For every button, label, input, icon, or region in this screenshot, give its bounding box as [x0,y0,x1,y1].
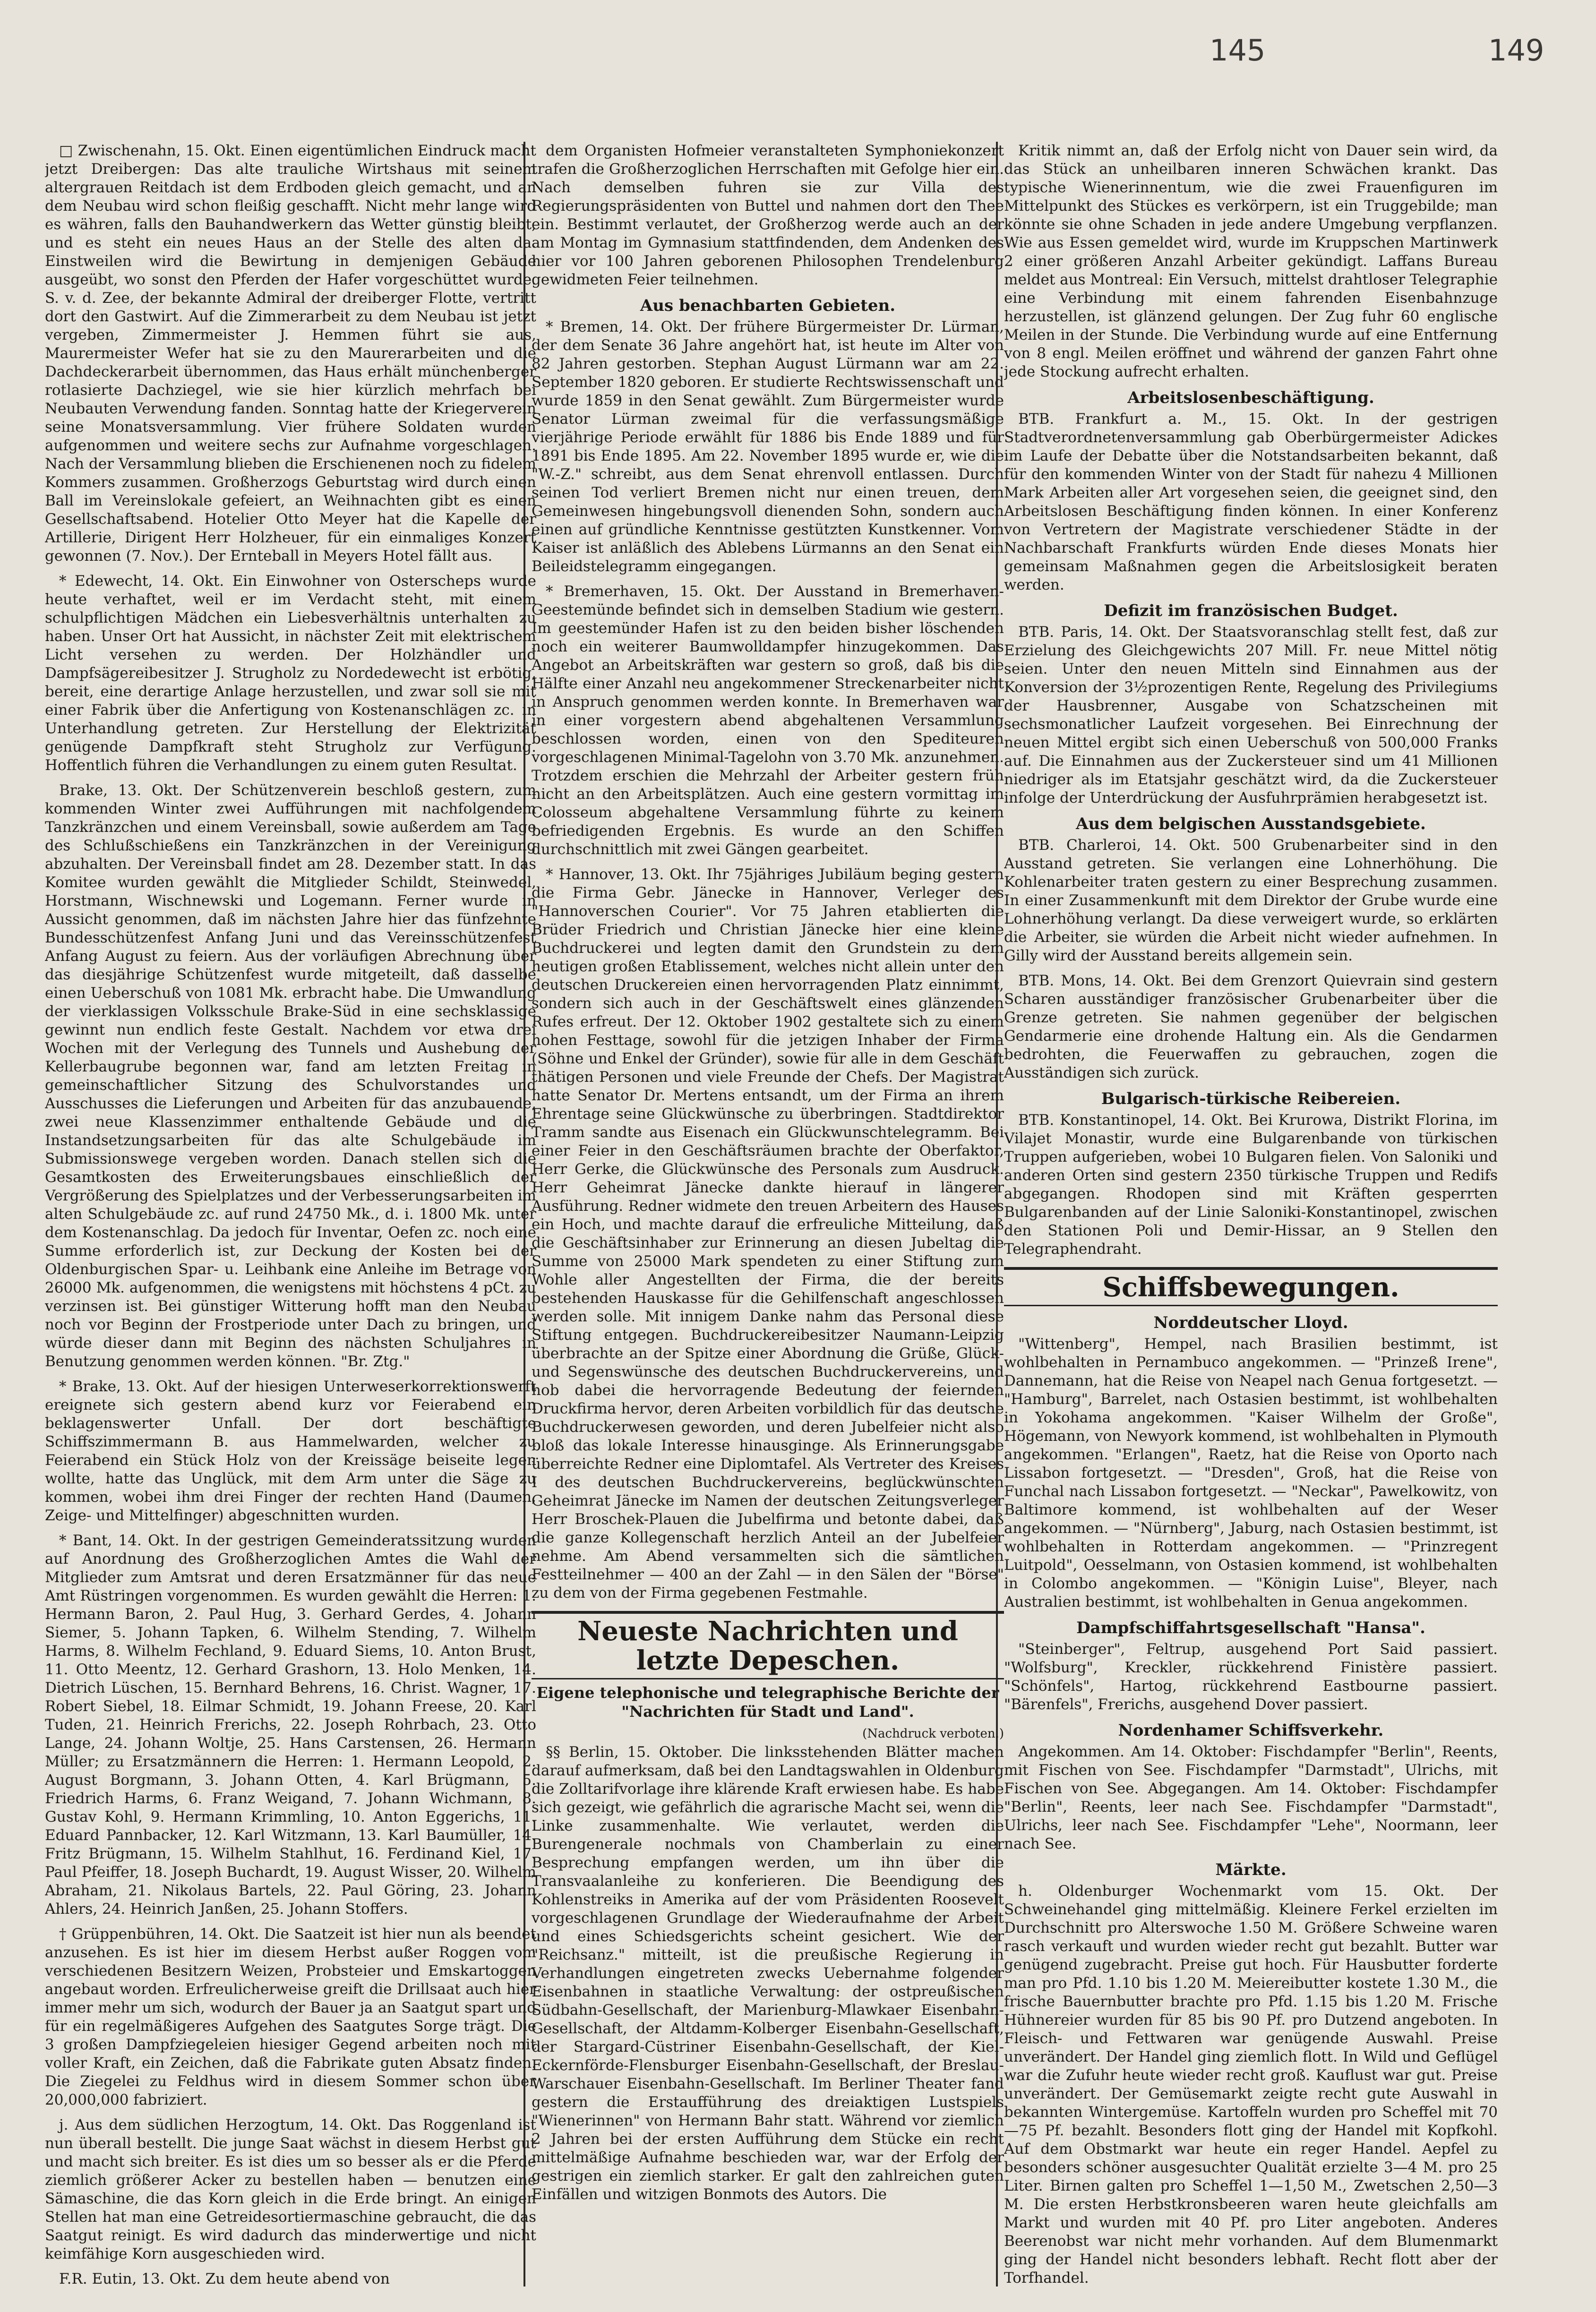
page-number-left: 145 [1210,33,1266,68]
section-title: Schiffsbewegungen. [1004,1267,1498,1306]
article-charleroi: BTB. Charleroi, 14. Okt. 500 Grubenarbeiter sind in den Ausstand getreten. Sie verlangen eine Lohnerhöhung. Die Kohlenarbeiter traten gestern zu einer Besprechung zusammen. In einer Zusammenkunft mit dem Direktor der Grube wurde eine Lohnerhöhung verlangt. Da diese verweigert wurde, so erklärten die Arbeiter, sie würden die Arbeit nicht wieder aufnehmen. In Gilly wird der Ausstand bereits allgemein sein. [1004,837,1498,964]
article [45,142,536,565]
article [45,572,536,775]
article-lloyd: "Wittenberg", Hempel, nach Brasilien bestimmt, ist wohlbehalten in Pernambuco angekommen. — "Prinzeß Irene", Dannemann, hat die Reise von Neapel nach Genua fortgesetzt. — "Hamburg", Barrelet, nach Ostasien bestimmt, ist wohlbehalten in Yokohama angekommen. "Kaiser Wilhelm der Große", Högemann, von Newyork kommend, ist wohlbehalten in Plymouth angekommen. "Erlangen", Raetz, hat die Reise von Oporto nach Lissabon fortgesetzt. — "Dresden", Groß, hat die Reise von Funchal nach Lissabon fortgesetzt. — "Neckar", Pawelkowitz, von Baltimore kommend, ist wohlbehalten auf der Weser angekommen. — "Nürnberg", Jaburg, nach Ostasien bestimmt, ist wohlbehalten in Rotterdam angekommen. — "Prinzregent Luitpold", Oesselmann, von Ostasien kommend, ist wohlbehalten in Colombo angekommen. — "Königin Luise", Bleyer, nach Australien bestimmt, ist wohlbehalten in Genua angekommen. [1004,1336,1498,1610]
section-heading: Märkte. [1215,1860,1287,1879]
article-edewecht: * Edewecht, 14. Okt. Ein Einwohner von Osterscheps wurde heute verhaftet, weil er im Verdacht steht, mit einem schulpflichtigen Mädchen ein Liebesverhältnis unterhalten zu haben. Unser Ort hat Aussicht, in nächster Zeit mit elektrischem Licht versehen zu werden. Der Holzhändler und Dampfsägereibesitzer J. Strugholz zu Nordedewecht ist erbötig, bereit, eine derartige Anlage herzustellen, und zwar soll sie mit einer Fabrik über die Anfertigung von Kostenanschlägen zc. in Unterhandlung getreten. Zur Herstellung der Elektrizität genügende Dampfkraft steht Strugholz zur Verfügung. Hoffentlich führen die Verhandlungen zu einem guten Resultat. [45,573,536,774]
article [45,2270,536,2286]
column-2 [532,142,1004,2286]
page-number-right: 149 [1488,33,1545,68]
article-konstantinopel: BTB. Konstantinopel, 14. Okt. Bei Krurowa, Distrikt Florina, im Vilajet Monastir, wurde eine Bulgarenbande von türkischen Truppen aufgerieben, wobei 10 Bulgaren fielen. Von Saloniki und anderen Orten sind gestern 2350 türkische Truppen und Redifs abgegangen. Rhodopen sind mit Kräften gesperrten Bulgarenbanden auf der Linie Saloniki-Konstantinopel, zwischen den Stationen Poli und Demir-Hissar, an 9 Stellen den Telegraphendraht. [1004,1112,1498,1258]
article-nordenham: Angekommen. Am 14. Oktober: Fischdampfer "Berlin", Reents, mit Fischen von See. Fischdampfer "Darmstadt", Ulrichs, mit Fischen von See. Abgegangen. Am 14. Oktober: Fischdampfer "Berlin", Reents, leer nach See. Fischdampfer "Darmstadt", Ulrichs, leer nach See. Fischdampfer "Lehe", Noormann, leer nach See. [1004,1743,1498,1852]
article-hansa: "Steinberger", Feltrup, ausgehend Port Said passiert. "Wolfsburg", Kreckler, rückkehrend Finistère passiert. "Schönfels", Hartog, rückkehrend Eastbourne passiert. "Bärenfels", Frerichs, ausgehend Dover passiert. [1004,1641,1498,1713]
column-1 [45,142,536,2286]
reprint-note: (Nachdruck verboten.) [862,1727,1004,1741]
article-zwischenahn: □ Zwischenahn, 15. Okt. Einen eigentümlichen Eindruck macht jetzt Dreibergen: Das alte trauliche Wirtshaus mit seinem altergrauen Reitdach ist dem Erdboden gleich gemacht, und an dem Neubau wird schon fleißig geschafft. Nicht mehr lange wird es währen, falls den Bauhandwerkern das Wetter günstig bleibt, und es steht ein neues Haus an der Stelle des alten da. Einstweilen wird die Bewirtung in demjenigen Gebäude ausgeübt, wo sonst den Pferden der Hafer vorgeschüttet wurde. S. v. d. Zee, der bekannte Admiral der dreiberger Flotte, vertritt dort den Gastwirt. Auf die Zimmerarbeit zu dem Neubau ist jetzt vergeben, Zimmermeister J. Hemmen führt sie aus, Maurermeister Wefer hat sie zu den Maurerarbeiten und die Dachdeckerarbeit übernommen, das Haus erhält münchenberger rotlasierte Dachziegel, wie sie hier kürzlich mehrfach bei Neubauten Verwendung fanden. Sonntag hatte der Kriegerverein seine Monatsversammlung. Vier frühere Soldaten wurden aufgenommen und weitere sechs zur Aufnahme vorgeschlagen. Nach der Versammlung blieben die Erschienenen noch zu fidelem Kommers zusammen. Großherzogs Geburtstag wird durch einen Ball im Vereinslokale gefeiert, an Weihnachten gibt es einen Gesellschaftsabend. Hotelier Otto Meyer hat die Kapelle der Artillerie, Dirigent Herr Holzheuer, für ein einmaliges Konzert gewonnen (7. Nov.). Der Ernteball in Meyers Hotel fällt aus. [45,142,536,565]
article [1004,972,1498,1082]
article-eutin: F.R. Eutin, 13. Okt. Zu dem heute abend von [59,2270,390,2286]
section-title: Neueste Nachrichten und letzte Depeschen. [532,1611,1004,1679]
article [532,318,1004,576]
article [1004,142,1498,381]
article [532,865,1004,1602]
article [45,2116,536,2263]
article-gruppenbuehren: † Grüppenbühren, 14. Okt. Die Saatzeit ist hier nun als beendet anzusehen. Es ist hier im diesem Herbst außer Roggen vom verschiedenen Besitzern Weizen, Probsteier und Emskartoggen angebaut worden. Erfreulicherweise greift die Drillsaat auch hier immer mehr um sich, wodurch der Bauer ja an Saatgut spart und für ein regelmäßigeres Aufgehen des Saatgutes Sorge trägt. Die 3 großen Dampfziegeleien hiesiger Gegend arbeiten noch mit voller Kraft, ein Zeichen, daß die Fabrikate guten Absatz finden. Die Ziegelei zu Feldhus wird in diesem Sommer schon über 20,000,000 fabriziert. [45,1926,536,2108]
article-berlin: §§ Berlin, 15. Oktober. Die linksstehenden Blätter machen darauf aufmerksam, daß bei den Landtagswahlen in Oldenburg die Zolltarifvorlage ihre klärende Kraft erwiesen habe. Es habe sich gezeigt, wie gefährlich die agrarische Macht sei, wenn die Linke zusammenhalte. Wie verlautet, werden die Burengenerale nochmals von Chamberlain zu einer Besprechung empfangen werden, um ihn über die Transvaalanleihe zu konferieren. Die Beendigung des Kohlenstreiks in Amerika auf der vom Präsidenten Roosevelt vorgeschlagenen Grundlage der Wiederaufnahme der Arbeit und eines Schiedsgerichts scheint gesichert. Wie der "Reichsanz." mitteilt, ist die preußische Regierung in Verhandlungen eingetreten zwecks Uebernahme folgender Eisenbahnen in staatliche Verwaltung: der ostpreußischen Südbahn-Gesellschaft, der Marienburg-Mlawkaer Eisenbahn-Gesellschaft, der Altdamm-Kolberger Eisenbahn-Gesellschaft, der Stargard-Cüstriner Eisenbahn-Gesellschaft, der Kiel-Eckernförde-Flensburger Eisenbahn-Gesellschaft, der Breslau-Warschauer Eisenbahn-Gesellschaft. Im Berliner Theater fand gestern die Erstaufführung des dreiaktigen Lustspiels "Wienerinnen" von Hermann Bahr statt. Während vor ziemlich 2 Jahren bei der ersten Aufführung dem Stücke ein recht mittelmäßige Aufnahme beschieden war, war der Erfolg der gestrigen ein ziemlich starker. Er galt den zahlreichen guten Einfällen und witzigen Bonmots des Autors. Die [532,1744,1004,2203]
section-heading: Bulgarisch-türkische Reibereien. [1101,1089,1401,1108]
section-heading: Defizit im französischen Budget. [1104,601,1398,620]
article [1004,1335,1498,1611]
section-heading: Aus benachbarten Gebieten. [640,296,896,315]
article [532,1743,1004,2204]
article-paris: BTB. Paris, 14. Okt. Der Staatsvoranschlag stellt fest, daß zur Erzielung des Gleichgewichts 207 Mill. Fr. neue Mittel nötig seien. Unter den neuen Mitteln sind Einnahmen aus der Konversion der 3½prozentigen Rente, Regelung des Privilegiums der Hausbrenner, Ausgabe von Schatzscheinen mit sechsmonatlicher Laufzeit vorgesehen. Bei Einrechnung der neuen Mittel ergibt sich einen Ueberschuß von 500,000 Franks auf. Die Einnahmen aus der Zuckersteuer sind um 41 Millionen niedriger als im Etatsjahr geschätzt wird, da die Zuckersteuer infolge der Unterdrückung der Ausfuhrprämien herabgesetzt ist. [1004,624,1498,806]
article [45,1532,536,1918]
article-bant: * Bant, 14. Okt. In der gestrigen Gemeinderatssitzung wurden auf Anordnung des Großherzoglichen Amtes die Wahl der Mitglieder zum Amtsrat und deren Ersatzmänner für das neue Amt Rüstringen vorgenommen. Es wurden gewählt die Herren: 1. Hermann Baron, 2. Paul Hug, 3. Gerhard Gerdes, 4. Johann Siemer, 5. Johann Tapken, 6. Wilhelm Stending, 7. Wilhelm Harms, 8. Wilhelm Fechland, 9. Eduard Siems, 10. Anton Brust, 11. Otto Meentz, 12. Gerhard Grashorn, 13. Holo Menken, 14. Dietrich Lüschen, 15. Bernhard Behrens, 16. Christ. Wagner, 17. Robert Siebel, 18. Eilmar Schmidt, 19. Johann Freese, 20. Karl Tuden, 21. Heinrich Frerichs, 22. Joseph Rohrbach, 23. Otto Lange, 24. Johann Woltje, 25. Hans Carstensen, 26. Hermann Müller; zu Ersatzmännern die Herren: 1. Hermann Leopold, 2. August Borgmann, 3. Johann Otten, 4. Karl Brügmann, 5. Friedrich Harms, 6. Franz Weigand, 7. Johann Wichmann, 8. Gustav Kohl, 9. Hermann Krimmling, 10. Anton Eggerichs, 11. Eduard Pannbacker, 12. Karl Witzmann, 13. Karl Baumüller, 14. Fritz Brügmann, 15. Wilhelm Stahlhut, 16. Ferdinand Kiel, 17. Paul Pfeiffer, 18. Joseph Buchardt, 19. August Wisser, 20. Wilhelm Abraham, 21. Nikolaus Bartels, 22. Paul Göring, 23. Johann Ahlers, 24. Heinrich Janßen, 25. Johann Stoffers. [45,1532,536,1918]
article-frankfurt: BTB. Frankfurt a. M., 15. Okt. In der gestrigen Stadtverordnetenversammlung gab Oberbürgermeister Adickes im Laufe der Debatte über die Notstandsarbeiten bekannt, daß für den kommenden Winter von der Stadt für nahezu 4 Millionen Mark Arbeiten aller Art vorgesehen seien, die geeignet sind, den Arbeitslosen Beschäftigung finden können. In einer Konferenz von Vertretern der Magistrate verschiedener Städte in der Nachbarschaft Frankfurts würden Ende dieses Monats hier gemeinsam Maßnahmen gegen die Arbeitslosigkeit beraten werden. [1004,411,1498,593]
section-heading: Aus dem belgischen Ausstandsgebiete. [1076,814,1426,833]
section-heading: Norddeutscher Lloyd. [1153,1313,1348,1332]
article [532,582,1004,859]
article-hannover: * Hannover, 13. Okt. Ihr 75jähriges Jubiläum beging gestern die Firma Gebr. Jänecke in Hannover, Verleger des "Hannoverschen Courier". Vor 75 Jahren etablierten die Brüder Friedrich und Christian Jänecke hier eine kleine Buchdruckerei und legten damit den Grundstein zu dem heutigen großen Etablissement, welches nicht allein unter den deutschen Druckereien einen hervorragenden Platz einnimmt, sondern sich auch in der Geschäftswelt eines glänzenden Rufes erfreut. Der 12. Oktober 1902 gestaltete sich zu einem hohen Festtage, sowohl für die jetzigen Inhaber der Firma (Söhne und Enkel der Gründer), sowie für alle in dem Geschäft thätigen Personen und viele Freunde der Chefs. Der Magistrat hatte Senator Dr. Mertens entsandt, um der Firma an ihrem Ehrentage seine Glückwünsche zu überbringen. Stadtdirektor Tramm sandte aus Eisenach ein Glückwunschtelegramm. Bei einer Feier in den Geschäftsräumen brachte der Oberfaktor, Herr Gerke, die Glückwünsche des Personals zum Ausdruck. Herr Geheimrat Jänecke dankte hierauf in längerer Ausführung. Redner widmete den treuen Arbeitern des Hauses ein Hoch, und machte darauf die erfreuliche Mitteilung, daß die Geschäftsinhaber zur Erinnerung an diesen Jubeltag die Summe von 25000 Mark spendeten zu einer Stiftung zum Wohle aller Angestellten der Firma, die der bereits bestehenden Hauskasse für die Gehilfenschaft angeschlossen werden solle. Mit innigem Danke nahm das Personal diese Stiftung entgegen. Buchdruckereibesitzer Naumann-Leipzig überbrachte an der Spitze einer Abordnung die Grüße, Glück- und Segenswünsche des deutschen Buchdruckervereins, und hob dabei die hervorragende Bedeutung der feiernden Druckfirma hervor, deren Arbeiten vorbildlich für das deutsche Buchdruckerwesen geworden, und deren Jubelfeier nicht also bloß das lokale Interesse hinausginge. Als Erinnerungsgabe überreichte Redner eine Diplomtafel. Als Vertreter des Kreises I des deutschen Buchdruckervereins, beglückwünschten Geheimrat Jänecke im Namen der deutschen Zeitungsverleger Herr Broschek-Plauen die Jubelfirma und betonte dabei, daß die ganze Kollegenschaft herzlich Anteil an der Jubelfeier nehme. Am Abend versammelten sich die sämtlichen Festteilnehmer — 400 an der Zahl — in den Sälen der "Börse" zu dem von der Firma gegebenen Festmahle. [532,866,1004,1601]
article-bremen: * Bremen, 14. Okt. Der frühere Bürgermeister Dr. Lürman, der dem Senate 36 Jahre angehört hat, ist heute im Alter von 82 Jahren gestorben. Stephan August Lürmann war am 22. September 1820 geboren. Er studierte Rechtswissenschaft und wurde 1859 in den Senat gewählt. Zum Bürgermeister wurde Senator Lürman zweimal für die verfassungsmäßige vierjährige Periode erwählt für 1886 bis Ende 1889 und für 1891 bis Ende 1895. Am 22. November 1895 wurde er, wie die "W.-Z." schreibt, aus dem Senat ehrenvoll entlassen. Durch seinen Tod verliert Bremen nicht nur einen treuen, dem Gemeinwesen hingebungsvoll dienenden Sohn, sondern auch einen auf gründliche Kenntnisse gestützten Kunstkenner. Vom Kaiser ist anläßlich des Ablebens Lürmanns an den Senat ein Beileidstelegramm eingegangen. [532,318,1004,575]
article [1004,410,1498,594]
article-markt: h. Oldenburger Wochenmarkt vom 15. Okt. Der Schweinehandel ging mittelmäßig. Kleinere Ferkel erzielten im Durchschnitt pro Alterswoche 1.50 M. Größere Schweine waren rasch verkauft und wurden wieder recht gut bezahlt. Butter war genügend zugebracht. Preise gut hoch. Für Hausbutter forderte man pro Pfd. 1.10 bis 1.20 M. Meiereibutter kostete 1.30 M., die frische Bauernbutter brachte pro Pfd. 1.15 bis 1.20 M. Frische Hühnereier wurden für 85 bis 90 Pf. pro Dutzend angeboten. In Fleisch- und Fettwaren war genügende Auswahl. Preise unverändert. Der Handel ging ziemlich flott. In Wild und Geflügel war die Zufuhr heute wieder recht groß. Kauflust war gut. Preise unverändert. Der Gemüsemarkt zeigte recht gute Auswahl in bekannten Wintergemüse. Kartoffeln wurden pro Scheffel mit 70—75 Pf. bezahlt. Besonders flott ging der Handel mit Kopfkohl. Auf dem Obstmarkt war heute ein reger Handel. Aepfel zu besonders schöner ausgesuchter Qualität erzielte 3—4 M. pro 25 Liter. Birnen galten pro Scheffel 1—1,50 M., Zwetschen 2,50—3 M. Die ersten Herbstkronsbeeren waren heute gleichfalls am Markt und wurden mit 40 Pf. pro Liter angeboten. Anderes Beerenobst war nicht mehr vorhanden. Auf dem Blumenmarkt ging der Handel nicht besonders lebhaft. Recht flott aber der Torfhandel. [1004,1883,1498,2286]
article-eutin_cont: dem Organisten Hofmeier veranstalteten Symphoniekonzert trafen die Großherzoglichen Herrschaften mit Gefolge hier ein. Nach demselben fuhren sie zur Villa des Regierungspräsidenten von Buttel und nahmen dort den Thee ein. Bestimmt verlautet, der Großherzog werde auch an der am Montag im Gymnasium stattfindenden, dem Andenken des hier vor 100 Jahren geborenen Philosophen Trendelenburg gewidmeten Feier teilnehmen. [532,142,1004,288]
article-bremerhaven: * Bremerhaven, 15. Okt. Der Ausstand in Bremerhaven-Geestemünde befindet sich in demselben Stadium wie gestern. Im geestemünder Hafen ist zu den beiden bisher löschenden noch ein weiterer Baumwolldampfer hinzugekommen. Das Angebot an Arbeitskräften war gestern so groß, daß bis die Hälfte einer Anzahl neu angekommener Streckenarbeiter nicht in Anspruch genommen werden konnte. In Bremerhaven war in einer vorgestern abend abgehaltenen Versammlung beschlossen worden, einen von den Spediteuren vorgeschlagenen Minimal-Tagelohn von 3.70 Mk. anzunehmen. Trotzdem erschien die Mehrzahl der Arbeiter gestern früh nicht an den Arbeitsplätzen. Auch eine gestern vormittag im Colosseum abgehaltene Versammlung führte zu keinem befriedigenden Ergebnis. Es wurde an den Schiffen durchschnittlich mit zwei Gängen gearbeitet. [532,583,1004,858]
article [532,142,1004,289]
section-heading: Dampfschiffahrtsgesellschaft "Hansa". [1076,1618,1425,1637]
article [1004,836,1498,965]
article-mons: BTB. Mons, 14. Okt. Bei dem Grenzort Quievrain sind gestern Scharen ausständiger französischer Grubenarbeiter über die Grenze getreten. Sie nahmen gegenüber der belgischen Gendarmerie eine drohende Haltung ein. Als die Gendarmen bedrohten, die Feuerwaffen zu gebrauchen, zogen die Ausständigen sich zurück. [1004,972,1498,1081]
article [45,1925,536,2109]
article-herzogtum: j. Aus dem südlichen Herzogtum, 14. Okt. Das Roggenland ist nun überall bestellt. Die junge Saat wächst in diesem Herbst gut und macht sich breiter. Es ist dies um so besser als er die Pferde ziemlich größerer Acker zu bestellen haben — benutzen eine Sämaschine, die das Korn gleich in die Erde bringt. An einigen Stellen hat man eine Getreidesortiermaschine gebraucht, die das Saatgut reinigt. Es wird dadurch das minderwertige und nicht keimfähige Korn ausgeschieden wird. [45,2116,536,2262]
article [1004,1882,1498,2286]
section-heading: Arbeitslosenbeschäftigung. [1127,388,1374,407]
article-brake1: Brake, 13. Okt. Der Schützenverein beschloß gestern, zum kommenden Winter zwei Aufführungen mit nachfolgendem Tanzkränzchen und einem Vereinsball, sowie außerdem am Tage des Schlußschießens ein Tanzkränzchen in der Vereinigung abzuhalten. Der Vereinsball findet am 28. Dezember statt. In das Komitee wurden gewählt die Mitglieder Schildt, Steinwedel, Horstmann, Wischnewski und Logemann. Ferner wurde in Aussicht genommen, daß im nächsten Jahre hier das fünfzehnte Bundesschützenfest Anfang Juni und das Vereinsschützenfest Anfang August zu feiern. Aus der vorläufigen Abrechnung über das diesjährige Schützenfest wurde mitgeteilt, daß dasselbe einen Ueberschuß von 1081 Mk. erbracht habe. Die Umwandlung der vierklassigen Volksschule Brake-Süd in eine sechsklassige gewinnt nun endlich feste Gestalt. Nachdem vor etwa drei Wochen mit der Verlegung des Tunnels und Aushebung der Kellerbaugrube begonnen war, fand am letzten Freitag in gemeinschaftlicher Sitzung des Schulvorstandes und Ausschusses die Lieferungen und Arbeiten für das anzubauende, zwei neue Klassenzimmer enthaltende Gebäude und die Instandsetzungsarbeiten für das alte Schulgebäude im Submissionswege vergeben worden. Danach stellen sich die Gesamtkosten des Erweiterungsbaues einschließlich der Vergrößerung des Spielplatzes und der Verbesserungsarbeiten im alten Schulgebäude zc. auf rund 24750 Mk., d. i. 1800 Mk. unter dem Kostenanschlag. Da jedoch für Inventar, Oefen zc. noch eine Summe erforderlich ist, zur Deckung der Kosten bei der Oldenburgischen Spar- u. Leihbank eine Anleihe im Betrage von 26000 Mk. aufgenommen, die wenigstens mit höchstens 4 pCt. zu verzinsen ist. Bei günstiger Witterung hofft man den Neubau noch vor Beginn der Frostperiode unter Dach zu bringen, und würde dieser dann mit Beginn des nächsten Schuljahres in Benutzung genommen werden können. "Br. Ztg." [45,782,536,1370]
article-brake2: * Brake, 13. Okt. Auf der hiesigen Unterweserkorrektionswerft ereignete sich gestern abend kurz vor Feierabend ein beklagenswerter Unfall. Der dort beschäftigte Schiffszimmermann B. aus Hammelwarden, welcher zu Feierabend ein Stück Holz von der Kreissäge beiseite legen wollte, hatte das Unglück, mit dem Arm unter die Säge zu kommen, wobei ihm drei Finger der rechten Hand (Daumen, Zeige- und Mittelfinger) abgeschnitten wurden. [45,1378,536,1524]
article [1004,1640,1498,1714]
article-kritik: Kritik nimmt an, daß der Erfolg nicht von Dauer sein wird, da das Stück an unheilbaren inneren Schwächen krankt. Das typische Wienerinnentum, wie die zwei Frauenfiguren im Mittelpunkt des Stückes es verkörpern, ist ein Truggebilde; man könnte sie ohne Schaden in jede andere Umgebung verpflanzen. Wie aus Essen gemeldet wird, wurde im Kruppschen Martinwerk 2 einer größeren Anzahl Arbeiter gekündigt. Laffans Bureau meldet aus Montreal: Ein Versuch, mittelst drahtloser Telegraphie eine Verbindung mit einem fahrenden Eisenbahnzuge herzustellen, ist glänzend gelungen. Der Zug fuhr 60 englische Meilen in der Stunde. Die Verbindung wurde auf eine Entfernung von 8 engl. Meilen eröffnet und während der ganzen Fahrt ohne jede Stockung aufrecht erhalten. [1004,142,1498,380]
article [1004,1743,1498,1853]
article [45,1378,536,1525]
section-subtitle: Eigene telephonische und telegraphische Berichte der "Nachrichten für Stadt und Land". [536,1684,999,1721]
article [1004,623,1498,807]
column-3 [1004,142,1498,2286]
section-heading: Nordenhamer Schiffsverkehr. [1118,1721,1384,1740]
article [1004,1111,1498,1259]
article [45,781,536,1371]
